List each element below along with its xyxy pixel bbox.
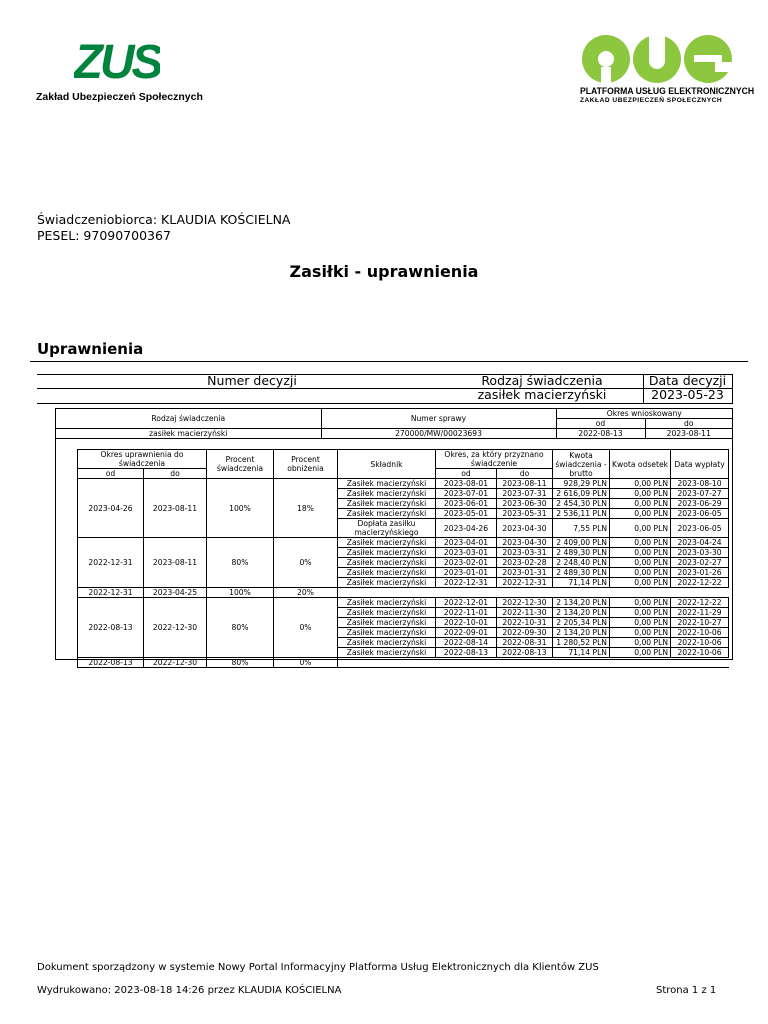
group-period-from: 2022-12-31	[78, 588, 144, 598]
row-payout: 2023-06-29	[671, 499, 729, 509]
row-paid-from: 2023-04-01	[436, 538, 497, 548]
row-gross: 2 134,20 PLN	[553, 598, 610, 608]
row-paid-to: 2022-12-30	[497, 598, 553, 608]
group-period-to: 2023-08-11	[144, 479, 207, 538]
group-reduction: 0%	[274, 598, 338, 658]
group-percent: 80%	[207, 658, 274, 668]
row-payout: 2022-10-27	[671, 618, 729, 628]
col-period-from-header: od	[78, 469, 144, 479]
col-gross-header: Kwota świadczenia - brutto	[553, 450, 610, 479]
row-interest: 0,00 PLN	[610, 538, 671, 548]
row-gross: 2 205,34 PLN	[553, 618, 610, 628]
summary-type-value: zasiłek macierzyński	[56, 429, 321, 439]
row-payout: 2022-12-22	[671, 598, 729, 608]
entitlements-table	[77, 449, 729, 668]
row-payout: 2022-10-06	[671, 638, 729, 648]
group-period-to: 2023-04-25	[144, 588, 207, 598]
row-payout	[671, 658, 729, 668]
row-component: Zasiłek macierzyński	[338, 499, 436, 509]
group-period-from: 2023-04-26	[78, 479, 144, 538]
row-paid-to: 2023-03-31	[497, 548, 553, 558]
row-paid-to: 2023-07-31	[497, 489, 553, 499]
row-payout: 2023-04-24	[671, 538, 729, 548]
row-paid-to	[497, 588, 553, 598]
row-paid-from: 2022-11-01	[436, 608, 497, 618]
entitlement-row	[78, 479, 729, 489]
row-paid-to: 2023-05-31	[497, 509, 553, 519]
row-payout: 2022-12-22	[671, 578, 729, 588]
entitlement-row	[78, 598, 729, 608]
row-paid-to: 2022-09-30	[497, 628, 553, 638]
row-component: Zasiłek macierzyński	[338, 598, 436, 608]
row-component: Zasiłek macierzyński	[338, 628, 436, 638]
footer-page-number: Strona 1 z 1	[656, 985, 717, 996]
col-percent-header: Procent świadczenia	[207, 450, 274, 479]
col-paid-from-header: od	[436, 469, 497, 479]
row-paid-from: 2022-12-01	[436, 598, 497, 608]
row-gross: 71,14 PLN	[553, 578, 610, 588]
row-payout: 2023-07-27	[671, 489, 729, 499]
col-payout-header: Data wypłaty	[671, 450, 729, 479]
group-percent: 80%	[207, 538, 274, 588]
group-percent: 100%	[207, 479, 274, 538]
row-paid-from: 2022-08-14	[436, 638, 497, 648]
decision-band	[37, 374, 733, 404]
row-paid-from: 2023-04-26	[436, 519, 497, 538]
row-paid-to	[497, 658, 553, 668]
col-paid-to-header: do	[497, 469, 553, 479]
row-component	[338, 588, 436, 598]
row-component: Zasiłek macierzyński	[338, 489, 436, 499]
row-paid-from: 2023-01-01	[436, 568, 497, 578]
col-component-header: Składnik	[338, 450, 436, 479]
row-payout: 2023-03-30	[671, 548, 729, 558]
row-component: Zasiłek macierzyński	[338, 548, 436, 558]
benefit-summary-table	[56, 409, 732, 439]
row-paid-from: 2023-03-01	[436, 548, 497, 558]
row-component: Dopłata zasiłku macierzyńskiego	[338, 519, 436, 538]
row-paid-to: 2022-10-31	[497, 618, 553, 628]
entitlement-row	[78, 658, 729, 668]
row-component: Zasiłek macierzyński	[338, 618, 436, 628]
col-interest-header: Kwota odsetek	[610, 450, 671, 479]
row-gross: 2 489,30 PLN	[553, 568, 610, 578]
summary-from-header: od	[556, 419, 645, 429]
row-interest: 0,00 PLN	[610, 638, 671, 648]
row-component: Zasiłek macierzyński	[338, 608, 436, 618]
row-paid-to: 2023-08-11	[497, 479, 553, 489]
row-interest	[610, 588, 671, 598]
decision-date-value: 2023-05-23	[651, 387, 724, 402]
row-gross: 1 280,52 PLN	[553, 638, 610, 648]
row-component: Zasiłek macierzyński	[338, 558, 436, 568]
footer-printed-info: Wydrukowano: 2023-08-18 14:26 przez KLAUDIA KOŚCIELNA	[37, 985, 342, 996]
row-gross: 71,14 PLN	[553, 648, 610, 658]
row-gross: 928,29 PLN	[553, 479, 610, 489]
row-payout: 2023-06-05	[671, 509, 729, 519]
row-paid-from: 2023-02-01	[436, 558, 497, 568]
row-paid-to: 2022-12-31	[497, 578, 553, 588]
document-title: Zasiłki - uprawnienia	[289, 262, 479, 281]
row-payout: 2022-11-29	[671, 608, 729, 618]
row-paid-from	[436, 658, 497, 668]
group-reduction: 0%	[274, 538, 338, 588]
row-gross: 2 536,11 PLN	[553, 509, 610, 519]
row-interest: 0,00 PLN	[610, 608, 671, 618]
row-gross: 2 248,40 PLN	[553, 558, 610, 568]
row-payout: 2023-01-26	[671, 568, 729, 578]
pue-company-name: ZAKŁAD UBEZPIECZEŃ SPOŁECZNYCH	[580, 97, 723, 104]
row-paid-to: 2023-04-30	[497, 519, 553, 538]
row-paid-to: 2022-08-31	[497, 638, 553, 648]
section-title: Uprawnienia	[37, 340, 144, 358]
row-paid-from: 2022-10-01	[436, 618, 497, 628]
zus-company-name: Zakład Ubezpieczeń Społecznych	[36, 91, 203, 103]
row-component: Zasiłek macierzyński	[338, 568, 436, 578]
pue-logo-text: PUE	[655, 83, 657, 84]
row-interest: 0,00 PLN	[610, 509, 671, 519]
group-reduction: 0%	[274, 658, 338, 668]
benefit-box	[55, 408, 733, 667]
decision-type-header: Rodzaj świadczenia	[481, 373, 603, 388]
row-interest: 0,00 PLN	[610, 628, 671, 638]
row-interest: 0,00 PLN	[610, 648, 671, 658]
row-paid-from: 2022-09-01	[436, 628, 497, 638]
group-percent: 100%	[207, 588, 274, 598]
row-component: Zasiłek macierzyński	[338, 578, 436, 588]
row-paid-to: 2022-08-13	[497, 648, 553, 658]
row-gross	[553, 588, 610, 598]
summary-to-value: 2023-08-11	[645, 429, 732, 439]
pue-platform-name: PLATFORMA USŁUG ELEKTRONICZNYCH	[580, 86, 755, 96]
row-payout	[671, 588, 729, 598]
row-payout: 2022-10-06	[671, 648, 729, 658]
row-interest: 0,00 PLN	[610, 568, 671, 578]
col-reduction-header: Procent obniżenia	[274, 450, 338, 479]
zus-logo-text: ZUS	[74, 36, 160, 84]
recipient-pesel: PESEL: 97090700367	[37, 228, 171, 243]
row-gross: 2 134,20 PLN	[553, 628, 610, 638]
row-component: Zasiłek macierzyński	[338, 638, 436, 648]
row-paid-from: 2023-08-01	[436, 479, 497, 489]
row-paid-from: 2023-07-01	[436, 489, 497, 499]
decision-type-value: zasiłek macierzyński	[477, 387, 607, 402]
row-payout: 2022-10-06	[671, 628, 729, 638]
entitlement-row	[78, 588, 729, 598]
row-paid-from: 2023-05-01	[436, 509, 497, 519]
row-interest: 0,00 PLN	[610, 499, 671, 509]
row-interest: 0,00 PLN	[610, 489, 671, 499]
row-gross: 2 409,00 PLN	[553, 538, 610, 548]
group-period-from: 2022-12-31	[78, 538, 144, 588]
row-interest: 0,00 PLN	[610, 479, 671, 489]
row-paid-from	[436, 588, 497, 598]
summary-from-value: 2022-08-13	[556, 429, 645, 439]
row-paid-to: 2023-01-31	[497, 568, 553, 578]
group-period-from: 2022-08-13	[78, 658, 144, 668]
row-paid-to: 2023-04-30	[497, 538, 553, 548]
group-percent: 80%	[207, 598, 274, 658]
row-interest: 0,00 PLN	[610, 618, 671, 628]
decision-number-header: Numer decyzji	[207, 373, 297, 388]
summary-period-header: Okres wnioskowany	[556, 409, 732, 419]
summary-case-value: 270000/MW/00023693	[321, 429, 556, 439]
section-divider	[30, 361, 748, 362]
row-component: Zasiłek macierzyński	[338, 479, 436, 489]
pue-logo	[580, 34, 732, 84]
row-interest	[610, 658, 671, 668]
group-reduction: 20%	[274, 588, 338, 598]
col-paid-period-header: Okres, za który przyznano świadczenie	[436, 450, 553, 469]
row-payout: 2023-02-27	[671, 558, 729, 568]
row-interest: 0,00 PLN	[610, 578, 671, 588]
row-gross: 2 134,20 PLN	[553, 608, 610, 618]
group-period-from: 2022-08-13	[78, 598, 144, 658]
decision-date-header: Data decyzji	[648, 373, 727, 388]
entitlement-row	[78, 538, 729, 548]
group-period-to: 2022-12-30	[144, 598, 207, 658]
row-component: Zasiłek macierzyński	[338, 538, 436, 548]
row-gross: 7,55 PLN	[553, 519, 610, 538]
row-interest: 0,00 PLN	[610, 558, 671, 568]
col-period-header: Okres uprawnienia do świadczenia	[78, 450, 207, 469]
row-paid-to: 2023-02-28	[497, 558, 553, 568]
summary-case-header: Numer sprawy	[321, 409, 556, 429]
row-payout: 2023-08-10	[671, 479, 729, 489]
recipient-name: Świadczeniobiorca: KLAUDIA KOŚCIELNA	[37, 212, 291, 227]
row-interest: 0,00 PLN	[610, 548, 671, 558]
row-gross	[553, 658, 610, 668]
col-period-to-header: do	[144, 469, 207, 479]
row-component: Zasiłek macierzyński	[338, 509, 436, 519]
footer-generated-note: Dokument sporządzony w systemie Nowy Portal Informacyjny Platforma Usług Elektronicznych dla Klientów ZUS	[37, 962, 599, 973]
row-paid-to: 2022-11-30	[497, 608, 553, 618]
row-paid-from: 2022-12-31	[436, 578, 497, 588]
summary-type-header: Rodzaj świadczenia	[56, 409, 321, 429]
row-interest: 0,00 PLN	[610, 519, 671, 538]
group-period-to: 2023-08-11	[144, 538, 207, 588]
summary-to-header: do	[645, 419, 732, 429]
group-period-to: 2022-12-30	[144, 658, 207, 668]
row-component	[338, 658, 436, 668]
row-paid-to: 2023-06-30	[497, 499, 553, 509]
row-gross: 2 489,30 PLN	[553, 548, 610, 558]
row-paid-from: 2023-06-01	[436, 499, 497, 509]
row-paid-from: 2022-08-13	[436, 648, 497, 658]
row-gross: 2 616,09 PLN	[553, 489, 610, 499]
row-gross: 2 454,30 PLN	[553, 499, 610, 509]
row-component: Zasiłek macierzyński	[338, 648, 436, 658]
zus-logo	[74, 34, 160, 84]
row-payout: 2023-06-05	[671, 519, 729, 538]
row-interest: 0,00 PLN	[610, 598, 671, 608]
group-reduction: 18%	[274, 479, 338, 538]
